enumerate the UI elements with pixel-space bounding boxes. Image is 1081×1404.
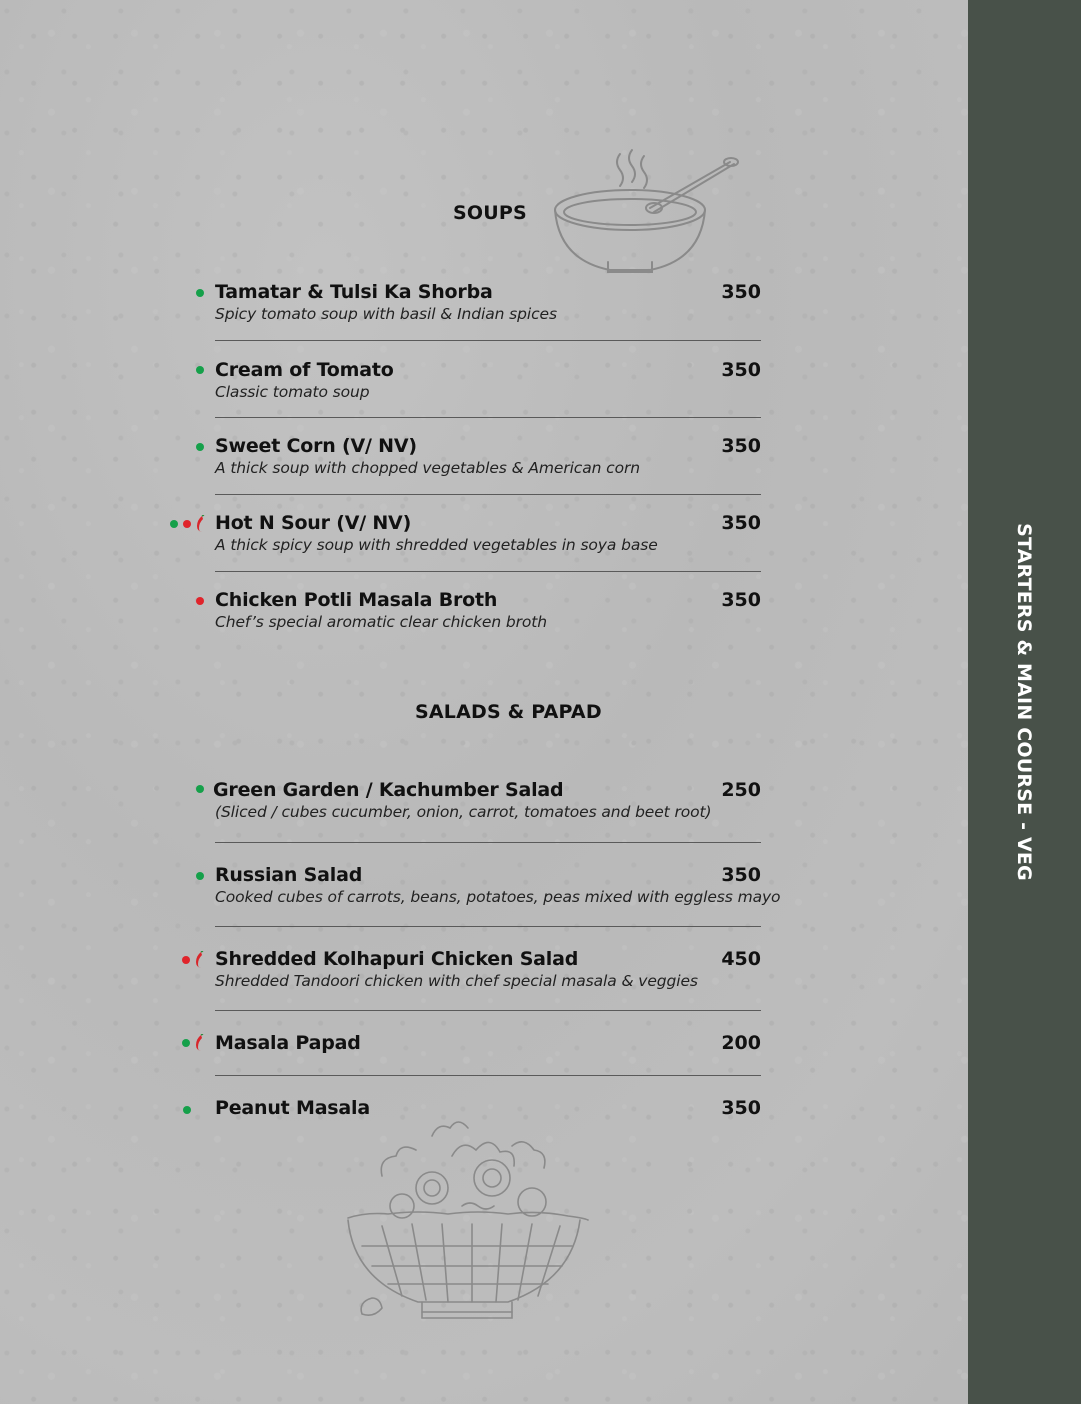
divider (215, 571, 761, 572)
veg-dot-icon (196, 366, 204, 374)
chili-icon (195, 1034, 205, 1052)
item-name: Shredded Kolhapuri Chicken Salad (215, 948, 579, 970)
diet-markers (193, 286, 253, 300)
diet-markers (180, 953, 240, 967)
item-price: 350 (721, 359, 761, 381)
item-name: Chicken Potli Masala Broth (215, 589, 498, 611)
soup-bowl-icon (548, 146, 743, 281)
nonveg-dot-icon (182, 956, 190, 964)
item-name: Sweet Corn (V/ NV) (215, 435, 417, 457)
section-title-soups: SOUPS (453, 202, 527, 224)
item-description: A thick spicy soup with shredded vegetables in soya base (215, 536, 658, 554)
item-name: Tamatar & Tulsi Ka Shorba (215, 281, 493, 303)
divider (215, 417, 761, 418)
divider (215, 1010, 761, 1011)
item-price: 250 (721, 779, 761, 801)
item-price: 350 (721, 1097, 761, 1119)
chili-icon (195, 951, 205, 969)
diet-markers (180, 1036, 240, 1050)
item-description: (Sliced / cubes cucumber, onion, carrot, tomatoes and beet root) (215, 803, 712, 821)
veg-dot-icon (196, 289, 204, 297)
salad-bowl-icon (342, 1116, 592, 1326)
item-description: Spicy tomato soup with basil & Indian spices (215, 305, 557, 323)
divider (215, 340, 761, 341)
diet-markers (168, 517, 228, 531)
item-description: Classic tomato soup (215, 383, 370, 401)
veg-dot-icon (182, 1039, 190, 1047)
item-name: Peanut Masala (215, 1097, 370, 1119)
diet-markers (193, 594, 253, 608)
item-name: Masala Papad (215, 1032, 361, 1054)
item-description: Shredded Tandoori chicken with chef special masala & veggies (215, 972, 698, 990)
item-price: 350 (721, 864, 761, 886)
divider (215, 842, 761, 843)
veg-dot-icon (196, 443, 204, 451)
nonveg-dot-icon (196, 597, 204, 605)
item-price: 450 (721, 948, 761, 970)
nonveg-dot-icon (183, 520, 191, 528)
item-description: Cooked cubes of carrots, beans, potatoes, peas mixed with eggless mayo (215, 888, 781, 906)
section-title-salads: SALADS & PAPAD (415, 701, 602, 723)
diet-markers (193, 363, 253, 377)
item-description: A thick soup with chopped vegetables & American corn (215, 459, 640, 477)
divider (215, 1075, 761, 1076)
sidebar-label: STARTERS & MAIN COURSE - VEG (1013, 523, 1035, 881)
item-description: Chef’s special aromatic clear chicken broth (215, 613, 547, 631)
veg-dot-icon (170, 520, 178, 528)
chili-icon (196, 515, 206, 533)
item-name: Russian Salad (215, 864, 363, 886)
divider (215, 494, 761, 495)
item-name: Hot N Sour (V/ NV) (215, 512, 412, 534)
item-price: 350 (721, 512, 761, 534)
diet-markers (180, 1103, 240, 1117)
item-price: 350 (721, 281, 761, 303)
veg-dot-icon (196, 785, 204, 793)
item-name: Green Garden / Kachumber Salad (213, 779, 564, 801)
divider (215, 926, 761, 927)
item-name: Cream of Tomato (215, 359, 394, 381)
diet-markers (193, 440, 253, 454)
item-price: 350 (721, 589, 761, 611)
diet-markers (193, 782, 253, 796)
diet-markers (193, 869, 253, 883)
veg-dot-icon (183, 1106, 191, 1114)
item-price: 350 (721, 435, 761, 457)
veg-dot-icon (196, 872, 204, 880)
item-price: 200 (721, 1032, 761, 1054)
